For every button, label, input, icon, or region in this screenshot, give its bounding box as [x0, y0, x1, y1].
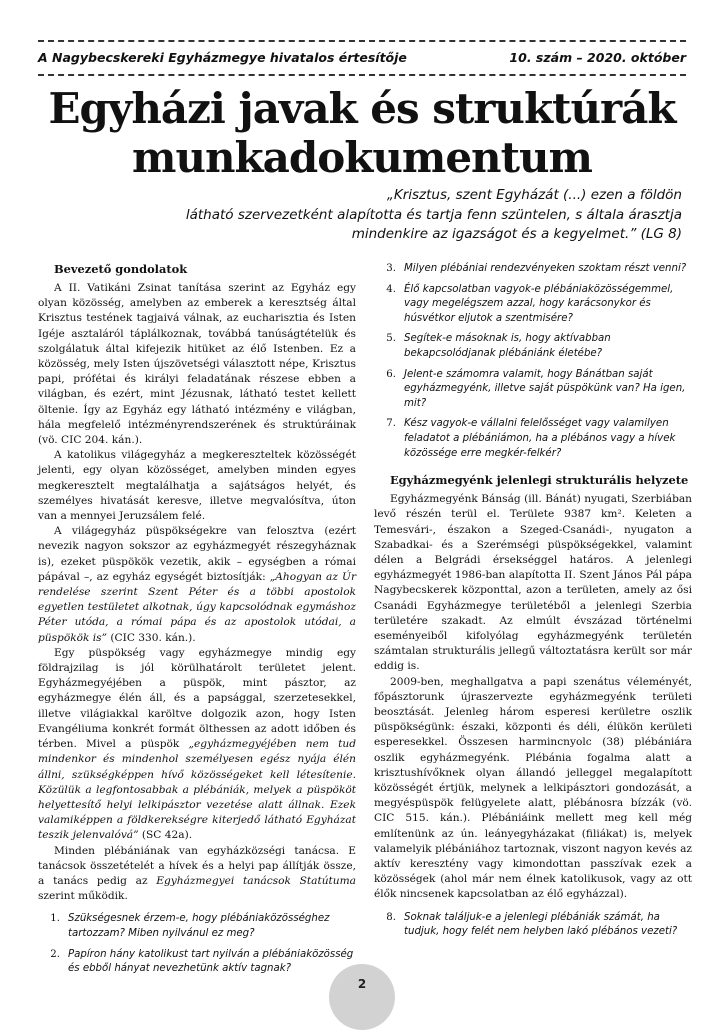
question-text: Kész vagyok-e vállalni felelősséget vagy valamilyen feladatot a plébániámon, ha a plébános vagy a hívek közössége erre megkér-felkér?	[404, 418, 676, 459]
question-item	[374, 332, 692, 361]
left-column	[38, 262, 356, 983]
question-number: 4.	[386, 283, 396, 295]
page-number: 2	[357, 977, 367, 991]
question-item	[374, 283, 692, 327]
paragraph: A katolikus világegyház a megkereszteltek közösségét jelenti, egy olyan közösséget, amelyben minden egyes megkeresztelt megtalálhatja a sajátságos helyét, és személyes hivatását keresve, illetve megvalósítva, úton van a mennyei Jeruzsálem felé.	[38, 449, 356, 523]
quotation: „egyházmegyéjében nem tud mindenkor és mindenhol személyesen egész nyája élén állni, szükségképpen hívő közösségeket kell létesítenie. Közülük a legfontosabbak a plébániák, melyek a püspököt helyettesítő helyi lelkipásztor vezetése alatt állnak. Ezek valamiképpen a földkerekségre kiterjedő látható Egyházat teszik jelenvalóvá”	[38, 738, 356, 842]
question-text: Soknak találjuk-e a jelenlegi plébániák számát, ha tudjuk, hogy felét nem helyben lakó plébános vezeti?	[404, 911, 678, 938]
quotation: „Ahogyan az Úr rendelése szerint Szent Péter és a többi apostolok egyetlen testületet alkotnak, úgy kapcsolódnak egymáshoz Péter utóda, a római pápa és az apostolok utódai, a püspökök is”	[38, 570, 357, 644]
article-title-line-2: munkadokumentum	[132, 133, 592, 182]
question-number: 2.	[50, 948, 60, 960]
question-number: 6.	[386, 368, 396, 380]
motto-quote	[122, 186, 682, 245]
motto-line-1: „Krisztus, szent Egyházát (...) ezen a földön	[386, 187, 682, 203]
question-text: Papíron hány katolikust tart nyilván a plébániaközösség és ebből hányat nevezhetünk aktív tagnak?	[68, 948, 354, 975]
paragraph-text: Minden plébániának van egyházközségi tanácsa. E tanácsok összetételét a hívek és a helyi pap állítják össze, a tanács pedig az	[38, 844, 356, 887]
article-title-line-1: Egyházi javak és struktúrák	[48, 84, 676, 133]
question-number: 7.	[386, 418, 396, 430]
question-number: 1.	[50, 913, 60, 925]
question-item	[374, 417, 692, 461]
page-number-tab	[329, 964, 395, 1030]
citation: (CIC 330. kán.).	[107, 631, 196, 644]
paragraph-text: szerint működik.	[38, 890, 128, 903]
motto-line-2: látható szervezetként alapította és tartja fenn szüntelen, s általa árasztja	[185, 206, 682, 223]
question-text: Élő kapcsolatban vagyok-e plébániaközösségemmel, vagy megelégszem azzal, hogy karácsonykor és húsvétkor eljutok a szentmisére?	[404, 283, 674, 324]
paragraph	[38, 524, 356, 646]
publication-name: A Nagybecskereki Egyházmegye hivatalos értesítője	[38, 50, 407, 65]
question-item	[374, 262, 692, 277]
statute-title: Egyházmegyei tanácsok Statútuma	[156, 874, 356, 887]
question-item	[374, 911, 692, 940]
question-number: 8.	[386, 911, 396, 923]
section-heading-intro: Bevezető gondolatok	[54, 262, 188, 276]
citation: (SC 42a).	[138, 829, 193, 842]
header-bottom-rule	[38, 74, 686, 76]
paragraph	[38, 646, 356, 844]
question-text: Szükségesnek érzem-e, hogy plébániaközösséghez tartozzam? Miben nyilvánul ez meg?	[68, 913, 330, 939]
paragraph: 2009-ben, meghallgatva a papi szenátus véleményét, főpásztorunk újraszervezte egyházmegyénk területi beosztását. Jelenleg három esperesi kerületre oszlik püspökségünk: északi, központi és déli, élükön kerületi esperesekkel. Összesen harmincnyolc (38) plébániára oszlik egyházmegyénk. Plébánia fogalma alatt a krisztushívőknek olyan állandó jelleggel megalapított közösségét értjük, melynek a lelkipásztori gondozását, a megyéspüspök felügyelete alatt, plébánosra bízzák (vö. CIC 515. kán.). Plébániáink mellett meg kell még említenünk az ún. leányegyházakat (filiákat) is, melyek valamelyik plébániához tartoznak, viszont nagyon kevés az aktív keresztény vagy kimondottan passzívak ezek a közösségek (ahol már nem élnek katolikusok, vagy az ott élők nincsenek kapcsolatban az élő egyházzal).	[374, 675, 692, 901]
paragraph: A II. Vatikáni Zsinat tanítása szerint az Egyház egy olyan közösség, amelyben az emberek a keresztség által Krisztus testének tagjaivá válnak, az eucharisztia és Isten Igéje asztaláról táplálkoznak, továbbá tanúságtételük és szolgálatuk által kifejezik hitüket az élő Istenben. Ez a közösség, mely Isten újszövetségi választott népe, Krisztus papi, prófétai és királyi feladatának részese ebben a világban, és ezért, mint Jézusnak, látható testet kellett öltenie. Így az Egyház egy látható intézmény e világban, hála megfelelő intézményrendszerének és struktúráinak (vö. CIC 204. kán.).	[38, 282, 356, 447]
motto-line-3: mindenkire az igazságot és a kegyelmet.” (LG 8)	[351, 226, 682, 242]
paragraph	[38, 844, 356, 905]
question-item	[374, 368, 692, 412]
question-item	[38, 912, 356, 941]
paragraph-text: A világegyház püspökségekre van felosztva (ezért nevezik nagyon sokszor az egyházmegyét részegyháznak is), ezeket püspökök vezetik, akik – egységben a római pápával –, az egyház egységét biztosítják:	[38, 525, 356, 583]
section-heading-structure: Egyházmegyénk jelenlegi strukturális helyzete	[390, 473, 689, 488]
right-column	[374, 262, 692, 946]
question-number: 3.	[386, 263, 396, 274]
question-text: Segítek-e másoknak is, hogy aktívabban bekapcsolódjanak plébániánk életébe?	[404, 333, 611, 359]
issue-label: 10. szám – 2020. október	[509, 50, 686, 65]
paragraph: Egyházmegyénk Bánság (ill. Bánát) nyugati, Szerbiában levő részén terül el. Területe 9387 km². Keleten a Temesvári-, északon a Szeged-Csanádi-, nyugaton a Szabadkai- és a Szerémségi püspökségekkel, valamint délen a Belgrádi érsekséggel határos. A jelenlegi egyházmegyét 1986-ban alapította II. Szent János Pál pápa Nagybecskerek központtal, azon a területen, amely az ősi Csanádi Egyházmegye területéből a jelenlegi Szerbia területére szakadt. Az elmúlt évszázad történelmi eseményeiből kifolyólag egyházmegyénk területén számtalan strukturális jellegű változtatásra került sor már eddig is.	[374, 493, 692, 673]
article-title	[20, 84, 704, 182]
question-item	[38, 948, 356, 977]
question-text: Jelent-e számomra valamit, hogy Bánátban saját egyházmegyénk, illetve saját püspökünk van? Ha igen, mit?	[404, 368, 686, 409]
paragraph-text: Egy püspökség vagy egyházmegye mindig egy földrajzilag is jól körülhatárolt területet jelent. Egyházmegyéjében a püspök, mint pásztor, az egyházmegye élén áll, és a papsággal, szerzetesekkel, illetve világiakkal karöltve dolgozik azon, hogy Isten Evangéliuma konkrét formát ölthessen az adott időben és térben. Mivel a püspök	[38, 646, 356, 751]
header-top-rule	[38, 40, 686, 42]
question-text: Milyen plébániai rendezvényeken szoktam részt venni?	[404, 263, 687, 274]
question-number: 5.	[386, 333, 396, 345]
